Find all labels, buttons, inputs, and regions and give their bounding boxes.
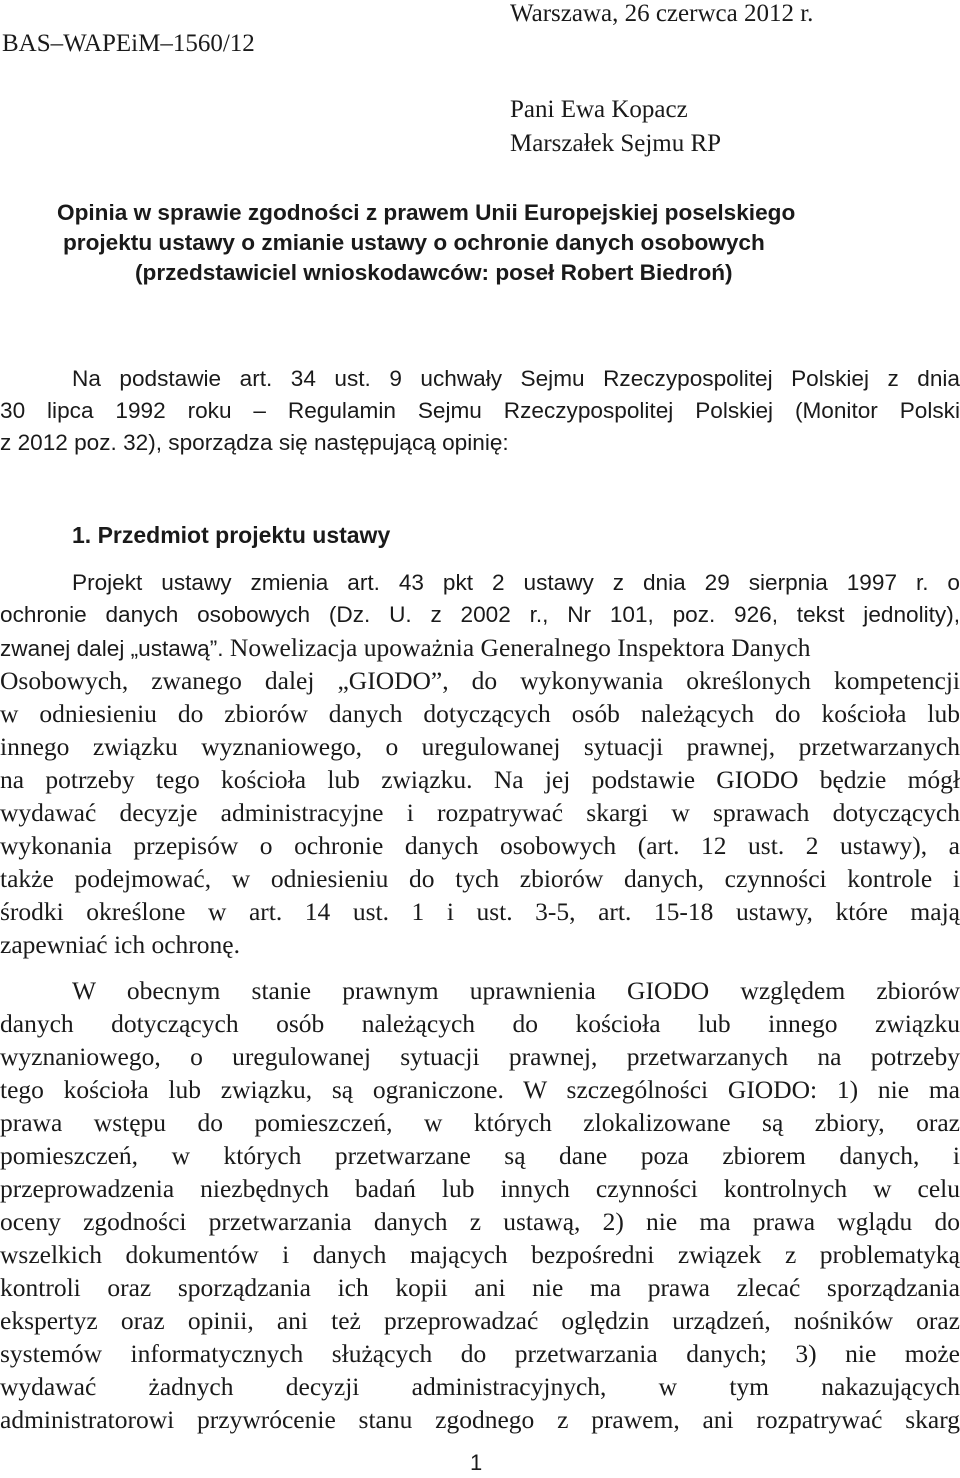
paragraph-line: Osobowych, zwanego dalej „GIODO”, do wykonywania określonych kompetencji <box>0 666 960 695</box>
paragraph-line: danych dotyczących osób należących do kościoła lub innego związku <box>0 1009 960 1038</box>
paragraph-line: systemów informatycznych służących do przetwarzania danych; 3) nie może <box>0 1339 960 1368</box>
paragraph-line <box>0 633 960 663</box>
document-title-line: Opinia w sprawie zgodności z prawem Unii Europejskiej poselskiego <box>57 200 796 225</box>
intro-line: Na podstawie art. 34 ust. 9 uchwały Sejmu Rzeczypospolitej Polskiej z dnia <box>72 366 960 391</box>
document-title-line: (przedstawiciel wnioskodawców: poseł Robert Biedroń) <box>135 260 733 285</box>
page-number: 1 <box>470 1450 483 1475</box>
paragraph-line: przeprowadzenia niezbędnych badań lub innych czynności kontrolnych w celu <box>0 1174 960 1203</box>
paragraph-line: środki określone w art. 14 ust. 1 i ust. 3-5, art. 15-18 ustawy, które mają <box>0 897 960 926</box>
intro-line: z 2012 poz. 32), sporządza się następującą opinię: <box>0 430 509 455</box>
paragraph-line: ekspertyz oraz opinii, ani też przeprowadzać oględzin urządzeń, nośników oraz <box>0 1306 960 1335</box>
paragraph-line: prawa wstępu do pomieszczeń, w których zlokalizowane są zbiory, oraz <box>0 1108 960 1137</box>
paragraph-line: W obecnym stanie prawnym uprawnienia GIODO względem zbiorów <box>72 976 960 1005</box>
document-date: Warszawa, 26 czerwca 2012 r. <box>510 0 814 27</box>
paragraph-line: także podejmować, w odniesieniu do tych zbiorów danych, czynności kontrole i <box>0 864 960 893</box>
paragraph-line: wyznaniowego, o uregulowanej sytuacji prawnej, przetwarzanych na potrzeby <box>0 1042 960 1071</box>
paragraph-line: pomieszczeń, w których przetwarzane są dane poza zbiorem danych, i <box>0 1141 960 1170</box>
paragraph-line: kontroli oraz sporządzania ich kopii ani nie ma prawa zlecać sporządzania <box>0 1273 960 1302</box>
paragraph-line: w odniesieniu do zbiorów danych dotyczących osób należących do kościoła lub <box>0 699 960 728</box>
paragraph-line: administratorowi przywrócenie stanu zgodnego z prawem, ani rozpatrywać skarg <box>0 1405 960 1434</box>
addressee-title: Marszałek Sejmu RP <box>510 130 722 157</box>
paragraph-line: Projekt ustawy zmienia art. 43 pkt 2 ustawy z dnia 29 sierpnia 1997 r. o <box>72 570 960 595</box>
paragraph-line: zapewniać ich ochronę. <box>0 930 240 959</box>
paragraph-line: ochronie danych osobowych (Dz. U. z 2002 r., Nr 101, poz. 926, tekst jednolity), <box>0 602 960 627</box>
document-reference: BAS–WAPEiM–1560/12 <box>2 30 255 57</box>
addressee-name: Pani Ewa Kopacz <box>510 96 688 123</box>
paragraph-line: tego kościoła lub związku, są ograniczone. W szczególności GIODO: 1) nie ma <box>0 1075 960 1104</box>
paragraph-fragment: Nowelizacja upoważnia Generalnego Inspektora Danych <box>223 633 811 662</box>
paragraph-line: wydawać decyzje administracyjne i rozpatrywać skargi w sprawach dotyczących <box>0 798 960 827</box>
section-heading: 1. Przedmiot projektu ustawy <box>72 522 391 548</box>
paragraph-line: innego związku wyznaniowego, o uregulowanej sytuacji prawnej, przetwarzanych <box>0 732 960 761</box>
paragraph-line: oceny zgodności przetwarzania danych z ustawą, 2) nie ma prawa wglądu do <box>0 1207 960 1236</box>
paragraph-line: na potrzeby tego kościoła lub związku. Na jej podstawie GIODO będzie mógł <box>0 765 960 794</box>
intro-line: 30 lipca 1992 roku – Regulamin Sejmu Rzeczypospolitej Polskiej (Monitor Polski <box>0 398 960 423</box>
paragraph-line: wydawać żadnych decyzji administracyjnych, w tym nakazujących <box>0 1372 960 1401</box>
paragraph-line: wykonania przepisów o ochronie danych osobowych (art. 12 ust. 2 ustawy), a <box>0 831 960 860</box>
paragraph-fragment: zwanej dalej „ustawą”. <box>0 636 224 661</box>
paragraph-line: wszelkich dokumentów i danych mających bezpośredni związek z problematyką <box>0 1240 960 1269</box>
document-title-line: projektu ustawy o zmianie ustawy o ochronie danych osobowych <box>63 230 765 255</box>
